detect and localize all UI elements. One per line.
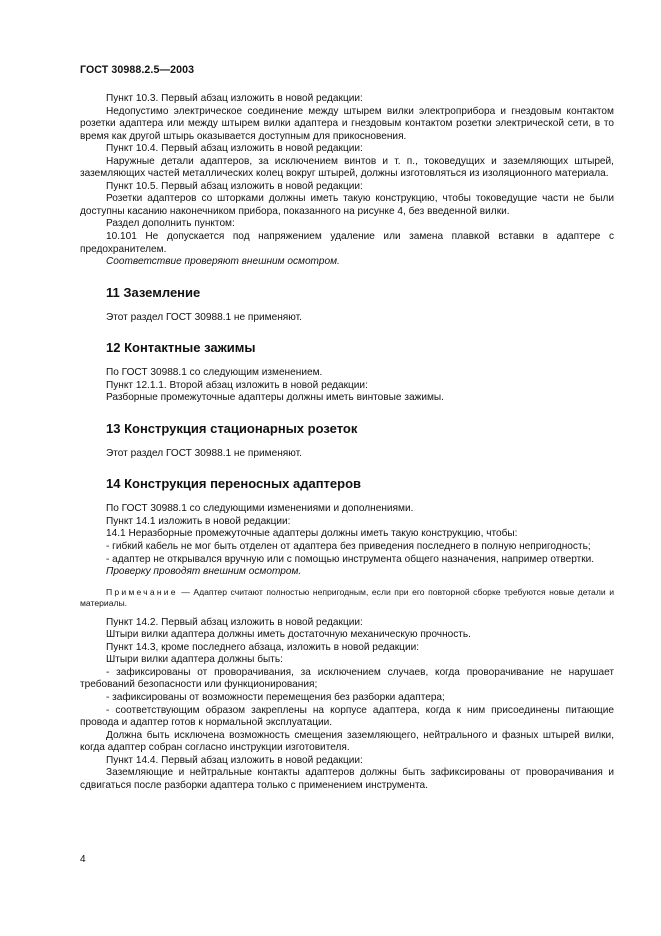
check-statement: Проверку проводят внешним осмотром. bbox=[106, 566, 302, 578]
paragraph: Этот раздел ГОСТ 30988.1 не применяют. bbox=[106, 311, 302, 323]
list-item: - адаптер не открывался вручную или с помощью инструмента общего назначения, например отвертки. bbox=[106, 553, 595, 565]
paragraph: Должна быть исключена возможность смещения заземляющего, нейтрального и фазных штырей вилки, когда адаптер собран согласно инструкции изготовителя. bbox=[80, 729, 614, 754]
note-label: Примечание bbox=[106, 586, 178, 597]
paragraph: По ГОСТ 30988.1 со следующим изменением. bbox=[106, 367, 323, 379]
list-item: - зафиксированы от возможности перемещения без разборки адаптера; bbox=[106, 691, 445, 703]
paragraph: Штыри вилки адаптера должны быть: bbox=[106, 654, 283, 666]
paragraph: Пункт 10.4. Первый абзац изложить в новой редакции: bbox=[106, 143, 363, 155]
running-header: ГОСТ 30988.2.5—2003 bbox=[80, 64, 195, 76]
paragraph: Пункт 14.2. Первый абзац изложить в новой редакции: bbox=[106, 616, 363, 628]
paragraph: Заземляющие и нейтральные контакты адаптеров должны быть зафиксированы от проворачивания и сдвигаться после разборки адаптера только с применением инструмента. bbox=[80, 767, 614, 791]
note bbox=[80, 587, 614, 609]
paragraph: Раздел дополнить пунктом: bbox=[106, 218, 235, 230]
section-heading-11: 11 Заземление bbox=[106, 284, 201, 300]
paragraph: 14.1 Неразборные промежуточные адаптеры должны иметь такую конструкцию, чтобы: bbox=[106, 528, 518, 540]
note-text: — Адаптер считают полностью непригодным, если при его повторной сборке требуются новые детали и материалы. bbox=[80, 586, 614, 608]
paragraph: Пункт 10.3. Первый абзац изложить в новой редакции: bbox=[106, 93, 363, 104]
section-heading-14: 14 Конструкция переносных адаптеров bbox=[106, 476, 362, 492]
section-heading-12: 12 Контактные зажимы bbox=[106, 340, 256, 356]
paragraph: Штыри вилки адаптера должны иметь достаточную механическую прочность. bbox=[106, 629, 471, 641]
paragraph: По ГОСТ 30988.1 со следующими изменениями и дополнениями. bbox=[106, 503, 414, 515]
list-item: - соответствующим образом закреплены на корпусе адаптера, когда к ним присоединены питающие провода и адаптер готов к нормальной эксплуатации. bbox=[80, 704, 614, 729]
section-heading-13: 13 Конструкция стационарных розеток bbox=[106, 420, 358, 436]
paragraph: 10.101 Не допускается под напряжением удаление или замена плавкой вставки в адаптере с предохранителем. bbox=[80, 231, 614, 255]
list-item: - гибкий кабель не мог быть отделен от адаптера без приведения последнего в полную непригодность; bbox=[106, 541, 591, 553]
paragraph: Пункт 12.1.1. Второй абзац изложить в новой редакции: bbox=[106, 379, 368, 391]
paragraph: Этот раздел ГОСТ 30988.1 не применяют. bbox=[106, 447, 302, 459]
page-content bbox=[80, 93, 614, 792]
paragraph: Наружные детали адаптеров, за исключением винтов и т. п., токоведущих и заземляющих штырей, заземляющих частей металлических колец вокруг штырей, должны изготовляться из изоляционного материала. bbox=[80, 155, 614, 180]
paragraph: Пункт 14.4. Первый абзац изложить в новой редакции: bbox=[106, 754, 363, 766]
check-statement: Соответствие проверяют внешним осмотром. bbox=[106, 256, 340, 268]
paragraph: Разборные промежуточные адаптеры должны иметь винтовые зажимы. bbox=[106, 392, 444, 404]
paragraph: Пункт 10.5. Первый абзац изложить в новой редакции: bbox=[106, 180, 363, 192]
paragraph: Недопустимо электрическое соединение между штырем вилки электроприбора и гнездовым контактом розетки адаптера или между штырем вилки адаптера и гнездовым контактом розетки электрической сети, в то время как другой штырь оказывается доступным для прикосновения. bbox=[80, 105, 614, 142]
page-number: 4 bbox=[80, 854, 86, 865]
paragraph: Пункт 14.1 изложить в новой редакции: bbox=[106, 515, 291, 527]
list-item: - зафиксированы от проворачивания, за исключением случаев, когда проворачивание не нарушает требований безопасности или функционирования; bbox=[80, 666, 614, 691]
paragraph: Пункт 14.3, кроме последнего абзаца, изложить в новой редакции: bbox=[106, 641, 420, 653]
paragraph: Розетки адаптеров со шторками должны иметь такую конструкцию, чтобы токоведущие части не были доступны касанию наконечником прибора, показанного на рисунке 4, без введенной вилки. bbox=[80, 193, 614, 217]
